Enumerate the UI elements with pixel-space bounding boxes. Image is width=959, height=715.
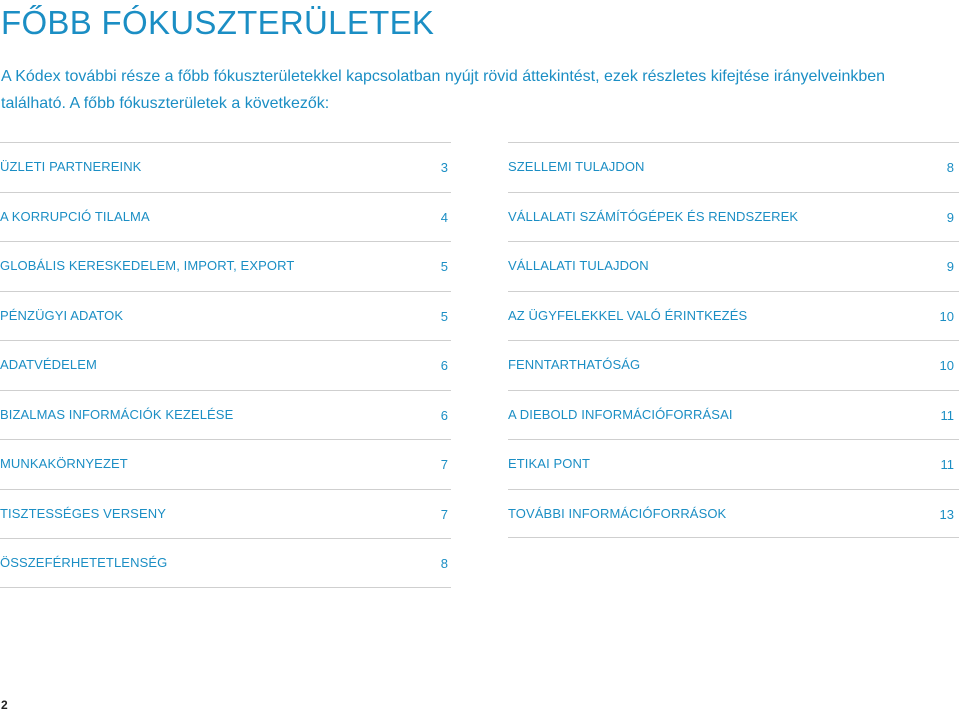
toc-item-label: A KORRUPCIÓ TILALMA <box>0 208 150 224</box>
toc-item-page: 4 <box>440 209 448 225</box>
toc-item-label: A DIEBOLD INFORMÁCIÓFORRÁSAI <box>508 406 733 422</box>
toc-row[interactable] <box>0 291 451 341</box>
page-title: FŐBB FÓKUSZTERÜLETEK <box>1 4 435 41</box>
toc-row[interactable] <box>508 390 959 440</box>
toc-item-page: 8 <box>946 160 954 175</box>
toc-row[interactable] <box>508 340 959 390</box>
toc-row[interactable] <box>0 489 451 539</box>
toc-item-label: ADATVÉDELEM <box>0 357 97 372</box>
toc-item-page: 9 <box>946 259 954 274</box>
toc-item-page: 11 <box>940 407 954 423</box>
toc-item-page: 6 <box>440 407 448 423</box>
toc-item-label: ÜZLETI PARTNEREINK <box>0 159 142 174</box>
toc-left-column <box>0 142 451 588</box>
toc-row[interactable] <box>508 489 959 539</box>
toc-item-label: FENNTARTHATÓSÁG <box>508 357 641 372</box>
toc-item-page: 11 <box>940 457 954 472</box>
toc-item-label: AZ ÜGYFELEKKEL VALÓ ÉRINTKEZÉS <box>508 307 748 323</box>
toc-item-page: 10 <box>939 358 954 373</box>
toc-item-label: ÖSSZEFÉRHETETLENSÉG <box>0 555 168 570</box>
intro-paragraph: A Kódex további része a főbb fókuszterületekkel kapcsolatban nyújt rövid áttekintést, ezek részletes kifejtése irányelveinkben található. A főbb fókuszterületek a következők: <box>1 68 886 112</box>
toc-row[interactable] <box>0 192 451 242</box>
toc-item-label: VÁLLALATI TULAJDON <box>508 258 649 273</box>
toc-row[interactable] <box>508 142 959 192</box>
toc-row[interactable] <box>508 291 959 341</box>
toc-item-label: MUNKAKÖRNYEZET <box>0 456 128 471</box>
toc-item-page: 7 <box>440 457 448 472</box>
toc-item-page: 6 <box>440 358 448 373</box>
toc-right-column <box>508 142 959 538</box>
toc-row[interactable] <box>0 538 451 588</box>
toc-item-label: TISZTESSÉGES VERSENY <box>0 505 166 521</box>
toc-item-label: PÉNZÜGYI ADATOK <box>0 307 124 323</box>
toc-row[interactable] <box>508 192 959 242</box>
toc-row[interactable] <box>508 439 959 489</box>
toc-item-label: TOVÁBBI INFORMÁCIÓFORRÁSOK <box>508 505 727 521</box>
toc-item-page: 5 <box>440 259 448 274</box>
toc-item-page: 8 <box>440 556 448 571</box>
toc-item-page: 9 <box>946 209 954 225</box>
toc-row[interactable] <box>0 241 451 291</box>
toc-row[interactable] <box>0 340 451 390</box>
toc-item-page: 7 <box>440 506 448 522</box>
toc-item-label: VÁLLALATI SZÁMÍTÓGÉPEK ÉS RENDSZEREK <box>508 208 799 224</box>
toc-item-page: 5 <box>440 308 448 324</box>
toc-item-label: SZELLEMI TULAJDON <box>508 159 645 174</box>
toc-row[interactable] <box>0 390 451 440</box>
toc-row[interactable] <box>0 439 451 489</box>
toc-item-label: GLOBÁLIS KERESKEDELEM, IMPORT, EXPORT <box>0 258 295 273</box>
toc-item-page: 10 <box>939 308 954 324</box>
toc-row[interactable] <box>0 142 451 192</box>
page-number: 2 <box>1 698 8 712</box>
toc-item-label: BIZALMAS INFORMÁCIÓK KEZELÉSE <box>0 406 234 422</box>
toc-item-label: ETIKAI PONT <box>508 456 591 471</box>
toc-item-page: 3 <box>440 160 448 175</box>
toc-row[interactable] <box>508 241 959 291</box>
toc-item-page: 13 <box>939 506 954 522</box>
